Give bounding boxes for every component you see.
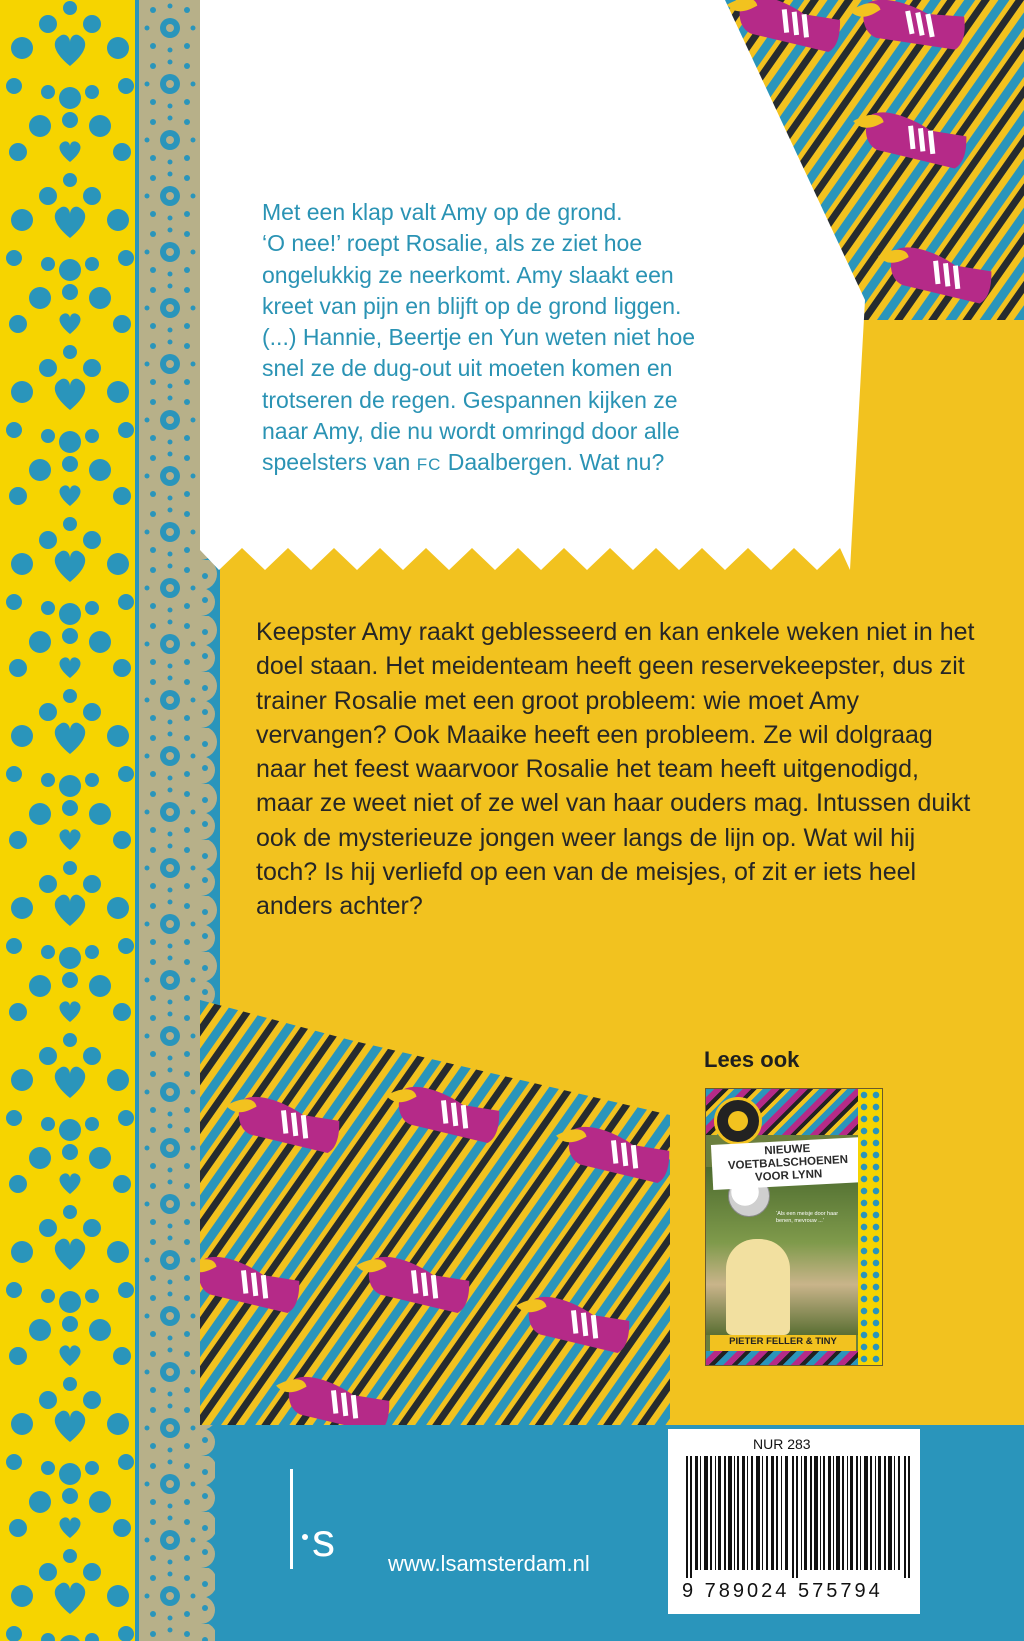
excerpt-line: (...) Hannie, Beertje en Yun weten niet hoe: [262, 324, 696, 351]
barcode-box: [668, 1429, 920, 1614]
excerpt-line: trotseren de regen. Gespannen kijken ze: [262, 386, 678, 413]
excerpt-text-part: speelsters van: [262, 449, 417, 476]
club-badge-icon: [714, 1097, 762, 1145]
excerpt-last-line: [262, 447, 782, 480]
related-book-title: NIEUWE VOETBALSCHOENEN VOOR LYNN: [711, 1137, 865, 1190]
excerpt-line: kreet van pijn en blijft op de grond liggen.: [262, 292, 682, 319]
lees-ook-heading: Lees ook: [704, 1047, 800, 1072]
club-abbreviation: FC: [416, 455, 442, 475]
logo-letter: s: [312, 1514, 335, 1566]
publisher-website: www.lsamsterdam.nl: [388, 1551, 590, 1576]
logo-bar-icon: [290, 1469, 293, 1569]
football-boot-pattern-bottom: [200, 1000, 670, 1425]
girl-figure: [726, 1239, 790, 1335]
related-book-cover: [705, 1088, 883, 1366]
nur-code: NUR 283: [753, 1436, 811, 1452]
excerpt-line: Met een klap valt Amy op de grond.: [262, 199, 623, 225]
excerpt-line: snel ze de dug-out uit moeten komen en: [262, 355, 673, 382]
related-book-lace: [858, 1089, 882, 1365]
excerpt-line: naar Amy, die nu wordt omringd door alle: [262, 418, 680, 445]
related-book-authors: PIETER FELLER & TINY: [710, 1335, 856, 1363]
blurb-text: Keepster Amy raakt geblesseerd en kan enkele weken niet in het doel staan. Het meidenteam heeft geen reservekeepster, dus zit trainer Rosalie met een groot probleem: wie moet Amy vervangen? Ook Maaike heeft een probleem. Ze wil dolgraag naar het feest waarvoor Rosalie het team heeft uitgenodigd, maar ze weet niet of ze wel van haar ouders mag. Intussen duikt ook de mysterieuze jongen weer langs de lijn op. Wat wil hij toch? Is hij verliefd op een van de meisjes, of zit er iets heel anders achter?: [256, 618, 975, 921]
logo-dot-icon: [302, 1534, 308, 1540]
publisher-logo: [290, 1469, 360, 1579]
excerpt-line: ongelukkig ze neerkomt. Amy slaakt een: [262, 261, 674, 288]
barcode-bars: [686, 1456, 914, 1578]
excerpt-text-part: Daalbergen. Wat nu?: [441, 449, 665, 476]
related-book-stripes-foot: [706, 1351, 858, 1365]
isbn-number: 9 789024 575794: [682, 1580, 883, 1602]
excerpt-text: [262, 197, 782, 481]
related-book-quote: ‘Als een meisje door haar benen, mevrouw ...’: [776, 1211, 839, 1224]
heart-lace-pattern: [0, 0, 140, 1641]
excerpt-line: ‘O nee!’ roept Rosalie, als ze ziet hoe: [262, 230, 643, 257]
